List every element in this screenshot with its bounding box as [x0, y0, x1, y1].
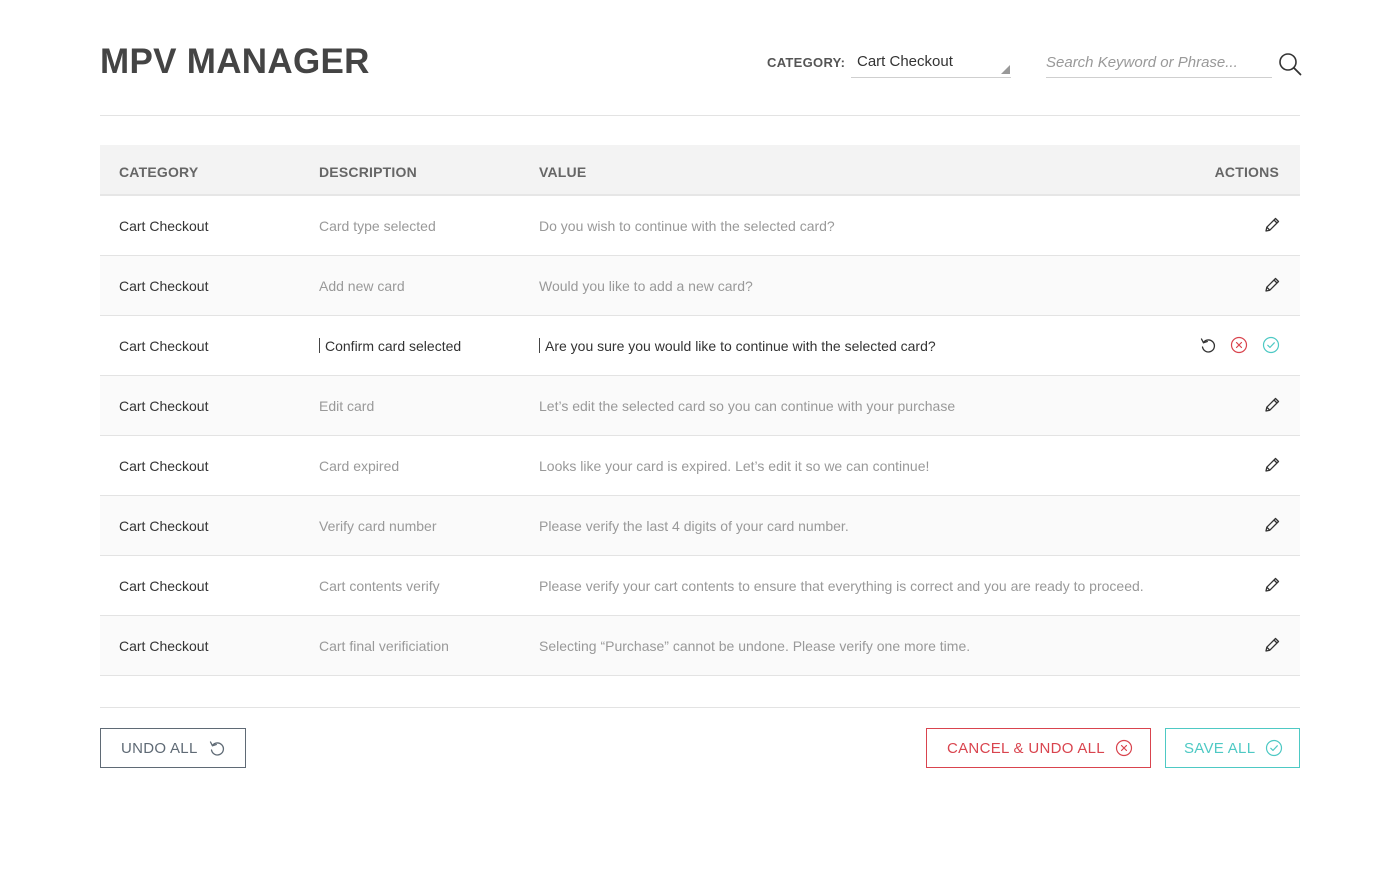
row-category: Cart Checkout	[119, 218, 209, 234]
row-category: Cart Checkout	[119, 638, 209, 654]
row-description: Add new card	[319, 278, 405, 294]
pencil-icon[interactable]	[1263, 576, 1281, 594]
page-header	[100, 0, 1300, 116]
table-row	[100, 496, 1300, 556]
row-description-input[interactable]	[319, 338, 461, 354]
check-circle-icon	[1265, 739, 1283, 757]
pencil-icon[interactable]	[1263, 216, 1281, 234]
check-circle-icon[interactable]	[1262, 336, 1280, 354]
row-category: Cart Checkout	[119, 338, 209, 354]
undo-all-button[interactable]	[100, 728, 246, 768]
row-value: Let’s edit the selected card so you can continue with your purchase	[539, 398, 956, 414]
pencil-icon[interactable]	[1263, 516, 1281, 534]
table-row	[100, 196, 1300, 256]
cancel-circle-icon[interactable]	[1230, 336, 1248, 354]
cancel-undo-all-button[interactable]	[926, 728, 1151, 768]
text-caret	[539, 338, 540, 353]
column-header-value: VALUE	[539, 164, 587, 180]
category-filter-label: CATEGORY:	[767, 55, 846, 70]
table-row-editing	[100, 316, 1300, 376]
row-description: Edit card	[319, 398, 375, 414]
column-header-description: DESCRIPTION	[319, 164, 417, 180]
search-input[interactable]	[1046, 48, 1272, 78]
row-value-text: Are you sure you would like to continue with the selected card?	[545, 338, 936, 354]
footer-divider	[100, 707, 1300, 708]
save-all-button[interactable]	[1165, 728, 1300, 768]
save-all-label: SAVE ALL	[1184, 739, 1256, 757]
row-value: Looks like your card is expired. Let’s edit it so we can continue!	[539, 458, 930, 474]
row-description: Verify card number	[319, 518, 437, 534]
row-description-text: Confirm card selected	[325, 338, 462, 354]
pencil-icon[interactable]	[1263, 456, 1281, 474]
table-row	[100, 616, 1300, 676]
column-header-category: CATEGORY	[119, 164, 199, 180]
table-row	[100, 436, 1300, 496]
mpv-table	[100, 145, 1300, 676]
row-value: Would you like to add a new card?	[539, 278, 753, 294]
row-description: Card type selected	[319, 218, 436, 234]
cancel-undo-all-label: CANCEL & UNDO ALL	[947, 739, 1105, 757]
cancel-circle-icon	[1115, 739, 1133, 757]
row-category: Cart Checkout	[119, 578, 209, 594]
row-description: Card expired	[319, 458, 400, 474]
text-caret	[319, 338, 320, 353]
table-row	[100, 256, 1300, 316]
undo-all-label: UNDO ALL	[121, 739, 198, 757]
table-row	[100, 556, 1300, 616]
undo-icon	[208, 739, 226, 757]
search-icon[interactable]	[1278, 52, 1302, 76]
row-value-input[interactable]	[539, 338, 936, 354]
pencil-icon[interactable]	[1263, 636, 1281, 654]
table-header	[100, 145, 1300, 196]
category-select-value: Cart Checkout	[857, 53, 953, 70]
pencil-icon[interactable]	[1263, 396, 1281, 414]
row-value: Please verify the last 4 digits of your card number.	[539, 518, 849, 534]
table-row	[100, 376, 1300, 436]
row-description: Cart final verificiation	[319, 638, 449, 654]
row-category: Cart Checkout	[119, 458, 209, 474]
row-value: Selecting “Purchase” cannot be undone. Please verify one more time.	[539, 638, 971, 654]
pencil-icon[interactable]	[1263, 276, 1281, 294]
column-header-actions: ACTIONS	[1214, 164, 1279, 180]
row-category: Cart Checkout	[119, 518, 209, 534]
dropdown-arrow-icon	[1001, 65, 1010, 74]
row-category: Cart Checkout	[119, 278, 209, 294]
row-value: Do you wish to continue with the selected card?	[539, 218, 835, 234]
undo-icon[interactable]	[1199, 336, 1217, 354]
category-select[interactable]	[851, 46, 1011, 78]
row-description: Cart contents verify	[319, 578, 440, 594]
page-title: MPV MANAGER	[100, 42, 370, 81]
row-category: Cart Checkout	[119, 398, 209, 414]
row-value: Please verify your cart contents to ensure that everything is correct and you are ready to proceed.	[539, 578, 1144, 594]
